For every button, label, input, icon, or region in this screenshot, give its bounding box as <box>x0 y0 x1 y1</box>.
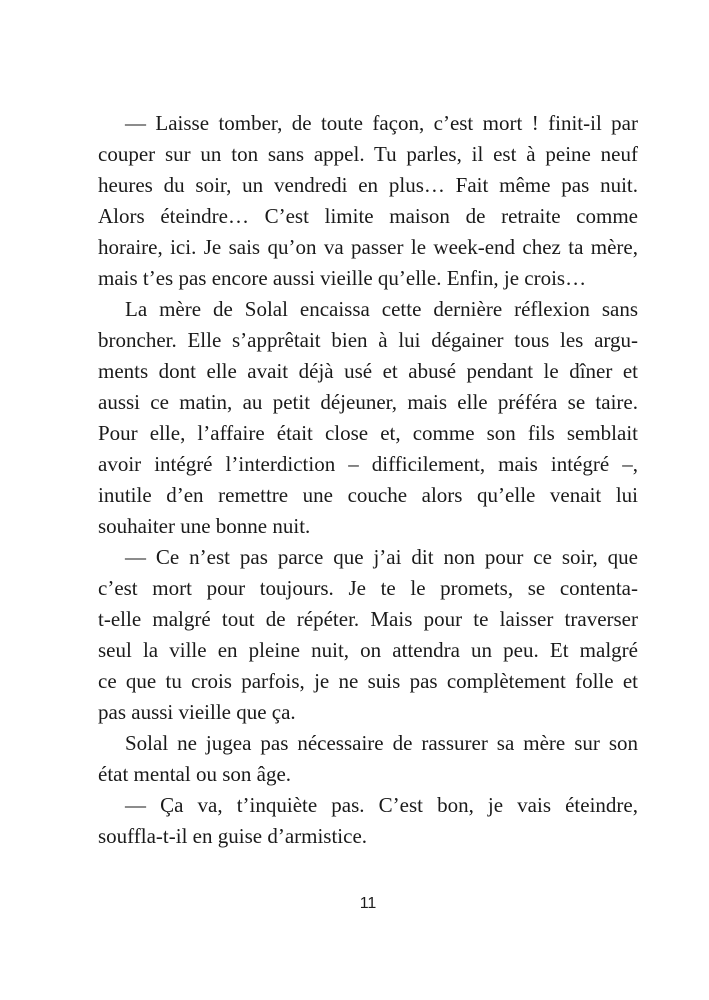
text-line: souffla-t-il en guise d’armistice. <box>98 824 368 848</box>
text-line: état mental ou son âge. <box>98 762 292 786</box>
paragraph <box>98 542 638 728</box>
text-line: — Laisse tomber, de toute façon, c’est mort ! finit-il par <box>125 111 638 135</box>
text-line: ments dont elle avait déjà usé et abusé pendant le dîner et <box>98 359 638 383</box>
text-line: seul la ville en pleine nuit, on attendra un peu. Et malgré <box>98 638 638 662</box>
text-line: c’est mort pour toujours. Je te le promets, se contenta- <box>98 576 638 600</box>
text-line: — Ce n’est pas parce que j’ai dit non pour ce soir, que <box>125 545 638 569</box>
text-line: ce que tu crois parfois, je ne suis pas complètement folle et <box>98 669 638 693</box>
paragraph <box>98 728 638 790</box>
text-line: couper sur un ton sans appel. Tu parles, il est à peine neuf <box>98 142 638 166</box>
text-line: heures du soir, un vendredi en plus… Fait même pas nuit. <box>98 173 638 197</box>
text-line: inutile d’en remettre une couche alors qu’elle venait lui <box>98 483 638 507</box>
paragraph <box>98 108 638 294</box>
text-line: Pour elle, l’affaire était close et, comme son fils semblait <box>98 421 638 445</box>
page-text <box>98 108 638 852</box>
page-number: 11 <box>359 895 377 912</box>
text-line: La mère de Solal encaissa cette dernière réflexion sans <box>125 297 638 321</box>
text-line: pas aussi vieille que ça. <box>98 700 296 724</box>
text-line: souhaiter une bonne nuit. <box>98 514 311 538</box>
text-line: Solal ne jugea pas nécessaire de rassurer sa mère sur son <box>125 731 638 755</box>
paragraph <box>98 790 638 852</box>
text-line: aussi ce matin, au petit déjeuner, mais elle préféra se taire. <box>98 390 638 414</box>
paragraph <box>98 294 638 542</box>
text-line: Alors éteindre… C’est limite maison de retraite comme <box>98 204 638 228</box>
text-line: broncher. Elle s’apprêtait bien à lui dégainer tous les argu- <box>98 328 638 352</box>
text-line: — Ça va, t’inquiète pas. C’est bon, je vais éteindre, <box>125 793 638 817</box>
text-line: avoir intégré l’interdiction – difficilement, mais intégré –, <box>98 452 638 476</box>
text-line: mais t’es pas encore aussi vieille qu’elle. Enfin, je crois… <box>98 266 587 290</box>
text-line: t-elle malgré tout de répéter. Mais pour te laisser traverser <box>98 607 638 631</box>
text-line: horaire, ici. Je sais qu’on va passer le week-end chez ta mère, <box>98 235 638 259</box>
